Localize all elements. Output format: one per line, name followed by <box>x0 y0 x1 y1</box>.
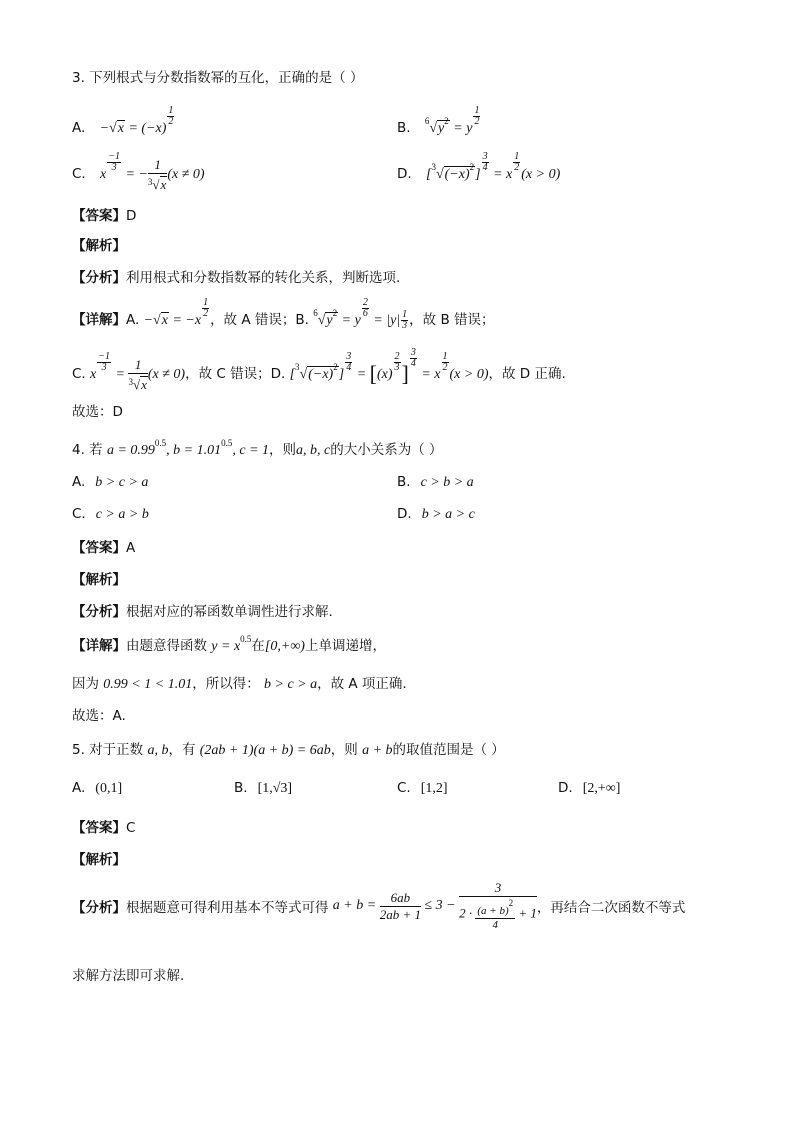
q4-stem: 4. 若 $a = 0.99^{0.5}$, $b = 1.01^{0.5}$, c = 1，则a, b, c的大小关系为（ ） <box>72 438 443 458</box>
q3-fenxi: 【分析】利用根式和分数指数幂的转化关系，判断选项. <box>72 270 401 286</box>
q4-option-a: A. b > c > a <box>72 474 149 490</box>
q3-option-d: D. $[^3√(-x)^2]$ $\frac{3}{4}$ = x $\frac{1}{2}$ (x > 0) <box>397 151 561 182</box>
q5-analysis-tag: 【解析】 <box>72 852 126 868</box>
q4-option-c: C. c > a > b <box>72 506 149 522</box>
q3-detail-line1: 【详解】A. −√x = −x $\frac{1}{2}$ ，故 A 错误；B. $^6√y^2 = y$ $\frac{2}{6}$ = |y| $\frac{1}{3}$ ，故 B 错误； <box>72 297 495 331</box>
q3-option-a: A. −√x = (−x) $\frac{1}{2}$ <box>72 105 174 136</box>
q4-fenxi: 【分析】根据对应的幂函数单调性进行求解. <box>72 604 333 620</box>
q5-fenxi: 【分析】根据题意可得利用基本不等式可得 a + b = $\frac{6ab}{2ab + 1}$ ≤ 3 − 3 2 · $\frac{(a + b)^2}{4}$ + 1 ，再结合二次函数不等式 <box>72 880 686 931</box>
q3-option-c: C. x $\frac{-1}{3}$ = − $\frac{1}{^3√x}$ (x ≠ 0) <box>72 151 205 192</box>
q4-because: 因为 0.99 < 1 < 1.01，所以得： b > c > a，故 A 项正确. <box>72 676 407 692</box>
q4-option-d: D. b > a > c <box>397 506 475 522</box>
q3-option-b: B. $^6√y^2 = y$ $\frac{1}{2}$ <box>397 105 480 136</box>
q3-answer: 【答案】D <box>72 208 137 224</box>
q4-option-b: B. c > b > a <box>397 474 474 490</box>
q4-analysis-tag: 【解析】 <box>72 572 126 588</box>
q5-answer: 【答案】C <box>72 820 136 836</box>
q4-answer: 【答案】A <box>72 540 136 556</box>
q4-conclusion: 故选：A. <box>72 708 126 724</box>
q3-analysis-tag: 【解析】 <box>72 238 126 254</box>
q3-conclusion: 故选：D <box>72 404 123 420</box>
q3-stem: 3. 下列根式与分数指数幂的互化，正确的是（ ） <box>72 70 364 86</box>
q5-option-c: C. [1,2] <box>397 780 448 796</box>
q4-detail: 【详解】由题意得函数 $y = x^{0.5}$在[0,+∞)上单调递增， <box>72 634 386 654</box>
q5-stem: 5. 对于正数 a, b，有 (2ab + 1)(a + b) = 6ab，则 a + b的取值范围是（ ） <box>72 742 505 758</box>
q5-fenxi-line2: 求解方法即可求解. <box>72 968 185 984</box>
q5-option-b: B. [1,√3] <box>234 780 293 796</box>
q5-option-d: D. [2,+∞] <box>558 780 621 796</box>
q3-detail-line2: C. x $\frac{-1}{3}$ = $\frac{1}{^3√x}$ (x ≠ 0)，故 C 错误；D. $[^3√(-x)^2]$ $\frac{3}{4}$ = [(x) $\frac{2}{3}$ ] $\frac{3}{4}$ = x $\frac{1}{2}$ (x > 0)，故 D 正确. <box>72 347 566 392</box>
q5-option-a: A. (0,1] <box>72 780 123 796</box>
